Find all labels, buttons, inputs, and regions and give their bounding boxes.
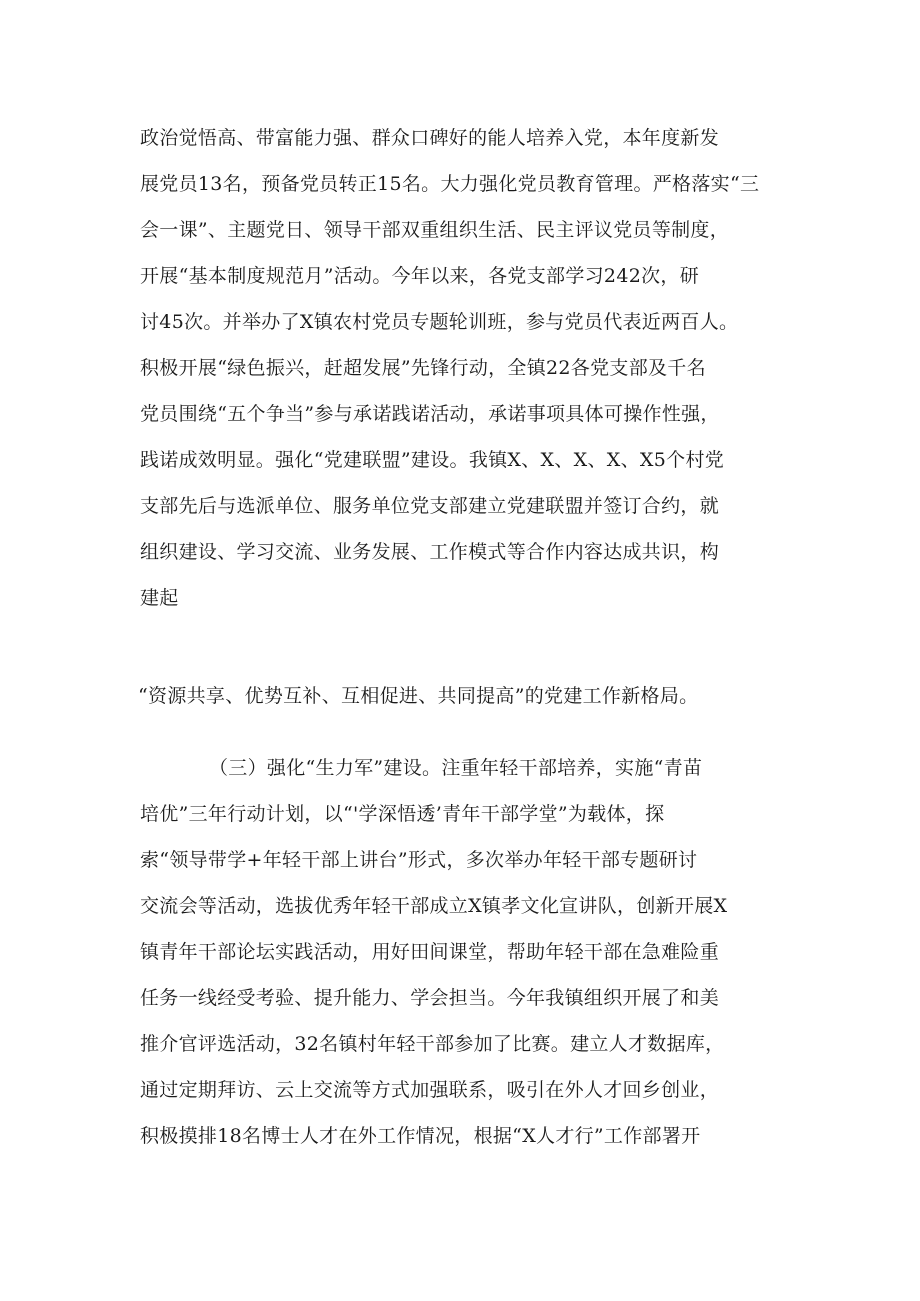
section-heading-line: （三）强化“生力军”建设。注重年轻干部培养，实施“青苗 [209, 757, 703, 779]
text-line: “资源共享、优势互补、互相促进、共同提高”的党建工作新格局。 [138, 685, 699, 707]
text-line: 会一课”、主题党日、领导干部双重组织生活、民主评议党员等制度， [140, 219, 730, 241]
text-line: 讨45次。并举办了X镇农村党员专题轮训班，参与党员代表近两百人。 [140, 311, 739, 333]
text-line: 建起 [140, 587, 179, 609]
text-line: 开展“基本制度规范月”活动。今年以来，各党支部学习242次，研 [140, 265, 699, 287]
text-line: 支部先后与选派单位、服务单位党支部建立党建联盟并签订合约，就 [140, 495, 720, 517]
text-line: 通过定期拜访、云上交流等方式加强联系，吸引在外人才回乡创业， [140, 1079, 720, 1101]
text-line: 党员围绕“五个争当”参与承诺践诺活动，承诺事项具体可操作性强， [140, 403, 720, 425]
text-line: 推介官评选活动，32名镇村年轻干部参加了比赛。建立人才数据库， [140, 1033, 725, 1055]
text-line: 组织建设、学习交流、业务发展、工作模式等合作内容达成共识，构 [140, 541, 720, 563]
text-line: 任务一线经受考验、提升能力、学会担当。今年我镇组织开展了和美 [140, 987, 720, 1009]
text-line: 展党员13名，预备党员转正15名。大力强化党员教育管理。严格落实“三 [140, 173, 760, 195]
text-line: 积极摸排18名博士人才在外工作情况，根据“X人才行”工作部署开 [140, 1125, 701, 1147]
text-line: 培优”三年行动计划，以“'学深悟透’青年干部学堂”为载体，探 [140, 803, 665, 825]
text-line: 镇青年干部论坛实践活动，用好田间课堂，帮助年轻干部在急难险重 [140, 941, 720, 963]
text-line: 践诺成效明显。强化“党建联盟”建设。我镇X、X、X、X、X5个村党 [140, 449, 725, 471]
text-line: 积极开展“绿色振兴，赶超发展”先锋行动，全镇22各党支部及千名 [140, 357, 706, 379]
text-line: 政治觉悟高、带富能力强、群众口碑好的能人培养入党，本年度新发 [140, 127, 720, 149]
text-line: 索“领导带学+年轻干部上讲台”形式，多次举办年轻干部专题研讨 [140, 849, 698, 871]
text-line: 交流会等活动，选拔优秀年轻干部成立X镇孝文化宣讲队，创新开展X [140, 895, 728, 917]
